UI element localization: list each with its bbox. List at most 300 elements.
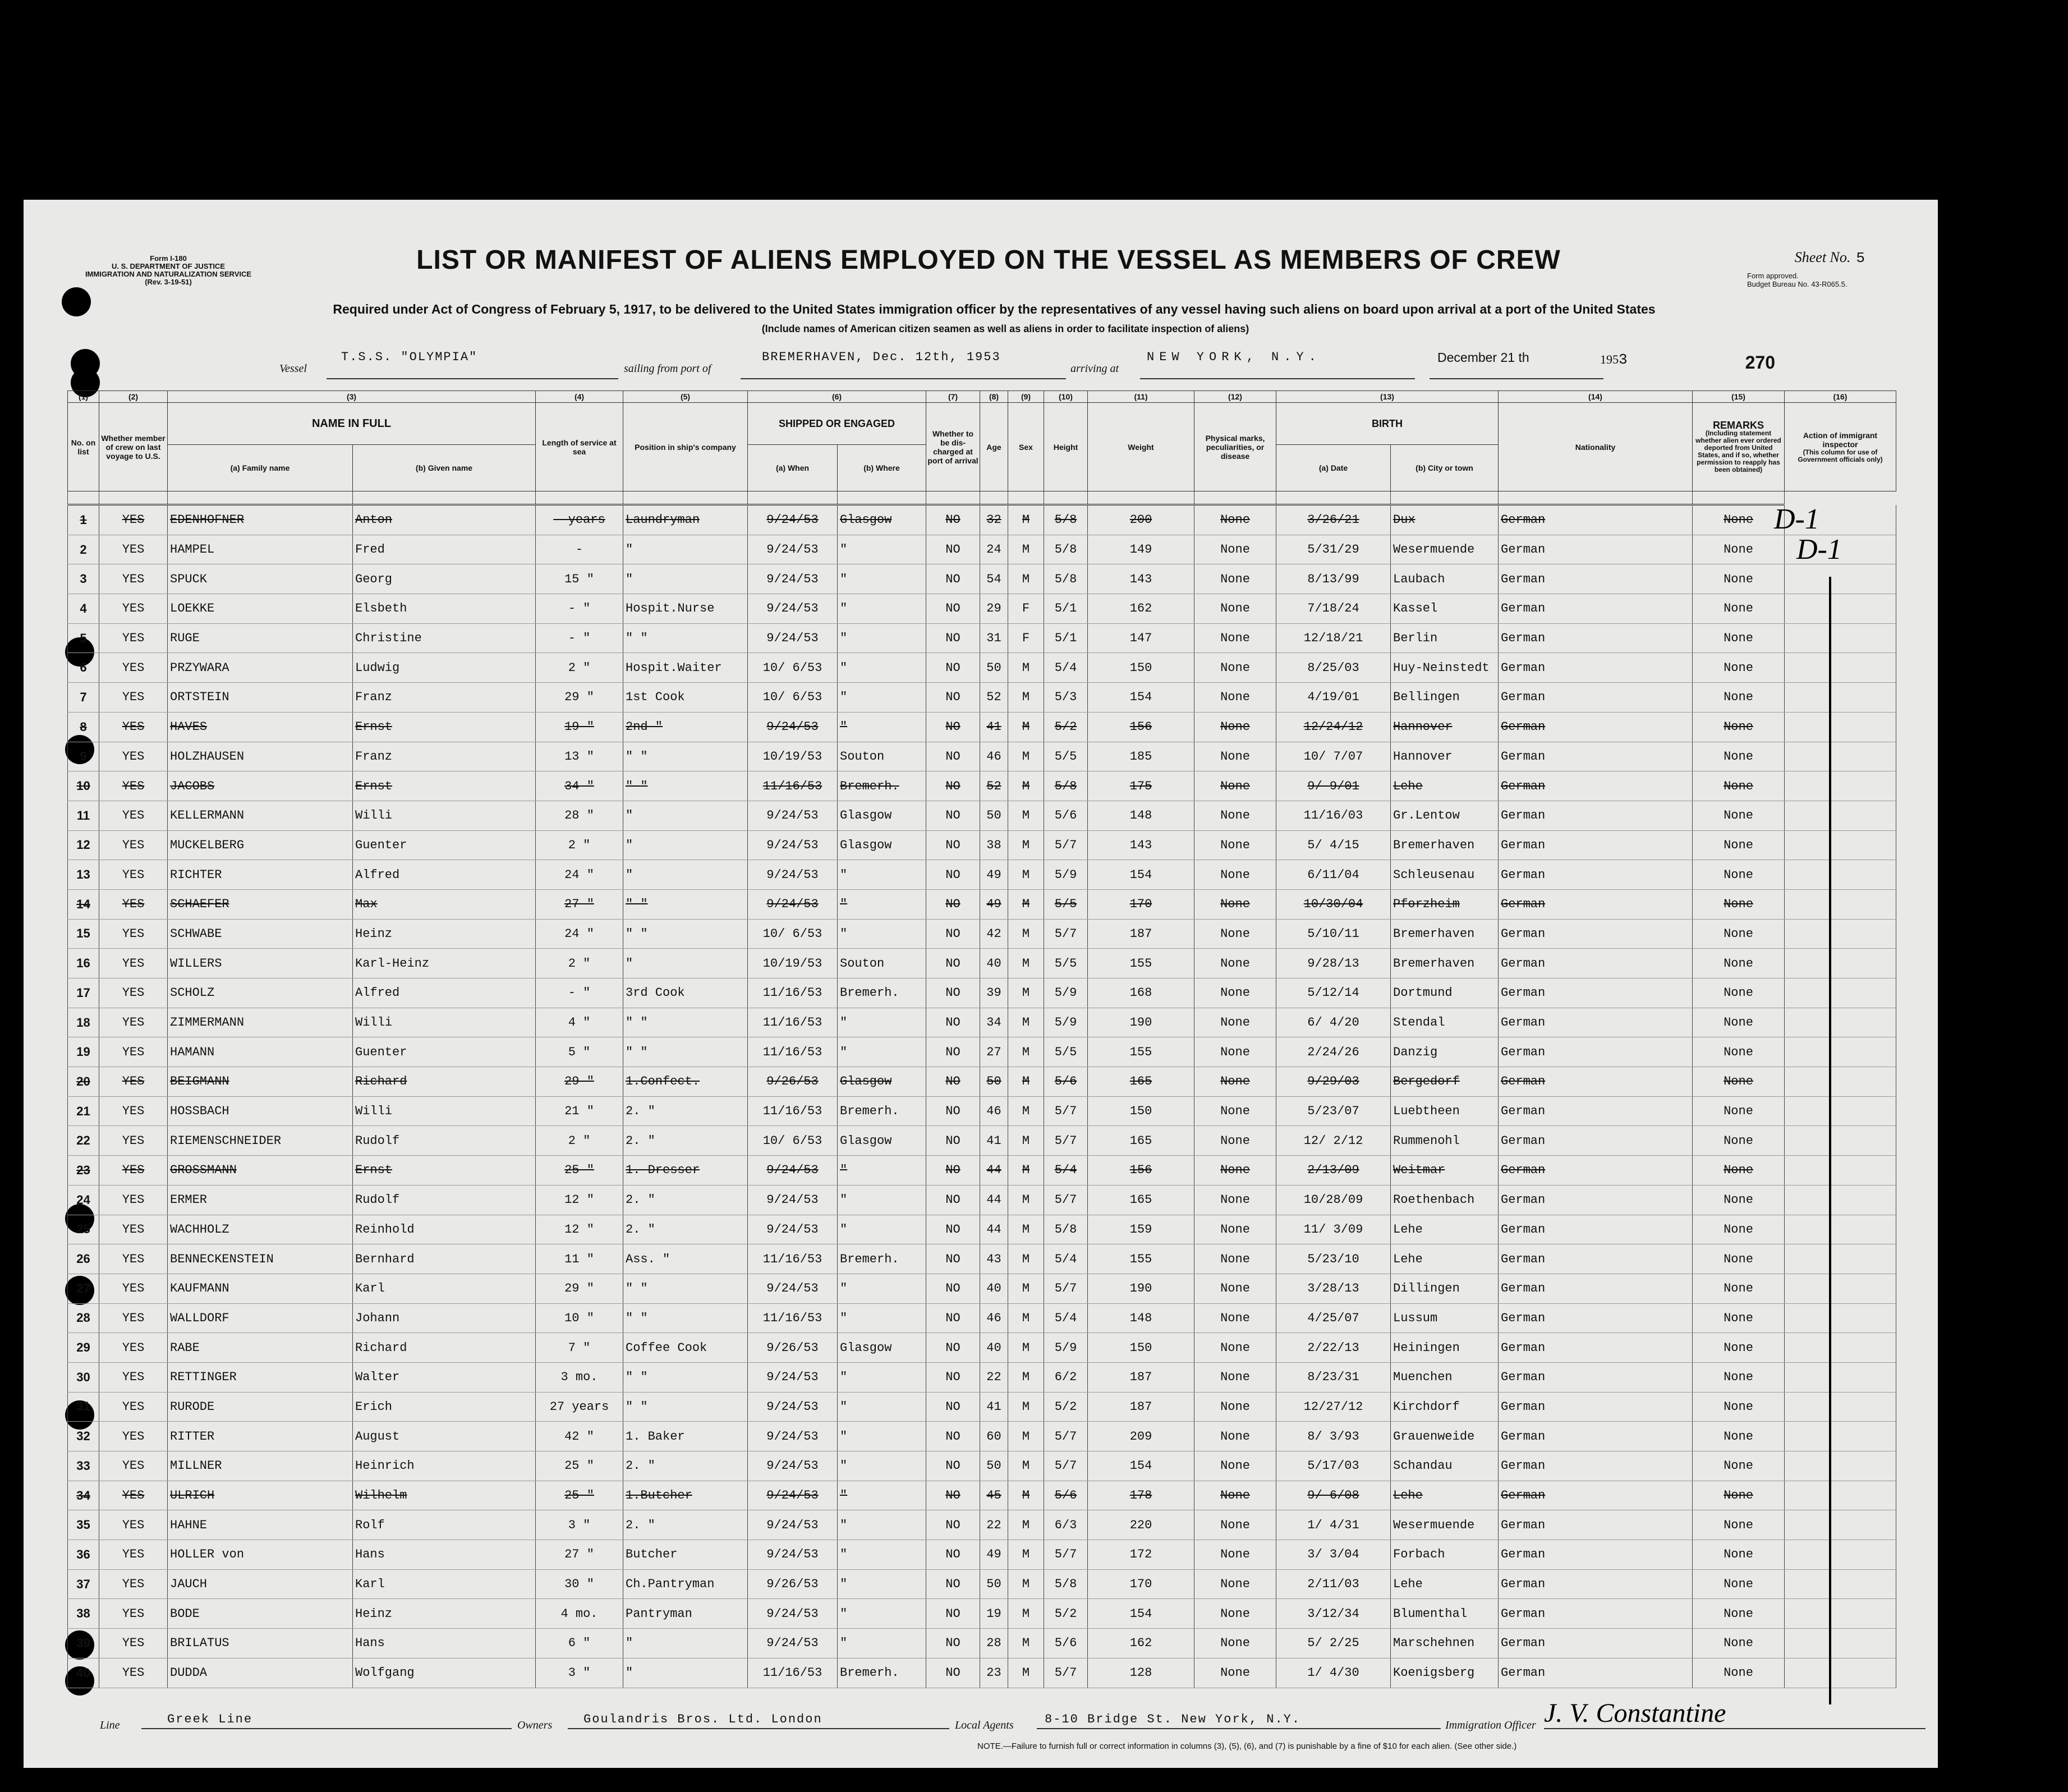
underline bbox=[741, 378, 1066, 379]
inspector-title: Action of immigrant inspector bbox=[1803, 430, 1878, 449]
shipped-when: 10/ 6/53 bbox=[748, 653, 838, 683]
family-name: MUCKELBERG bbox=[168, 830, 353, 860]
birth-date: 5/23/07 bbox=[1276, 1096, 1391, 1126]
row-number: 29 bbox=[68, 1333, 99, 1363]
length-of-service: 29 " bbox=[536, 1067, 623, 1097]
shipped-when: 11/16/53 bbox=[748, 1037, 838, 1067]
shipped-when: 10/19/53 bbox=[748, 742, 838, 771]
age: 27 bbox=[980, 1037, 1008, 1067]
weight: 165 bbox=[1088, 1067, 1194, 1097]
crew-last-voyage: YES bbox=[99, 1599, 168, 1629]
discharged: NO bbox=[926, 1274, 980, 1303]
height: 5/8 bbox=[1044, 535, 1088, 564]
shipped-when: 11/16/53 bbox=[748, 1096, 838, 1126]
position: Ch.Pantryman bbox=[623, 1569, 748, 1599]
length-of-service: 15 " bbox=[536, 564, 623, 594]
given-name: Karl bbox=[353, 1569, 536, 1599]
given-name: Richard bbox=[353, 1333, 536, 1363]
length-of-service: 4 mo. bbox=[536, 1599, 623, 1629]
weight: 156 bbox=[1088, 1156, 1194, 1186]
position: " " bbox=[623, 1008, 748, 1037]
weight: 185 bbox=[1088, 742, 1194, 771]
age: 50 bbox=[980, 801, 1008, 830]
length-of-service: 13 " bbox=[536, 742, 623, 771]
shipped-where: Bremerh. bbox=[838, 771, 926, 801]
col-num: (6) bbox=[748, 391, 926, 403]
weight: 162 bbox=[1088, 1629, 1194, 1658]
shipped-where: Bremerh. bbox=[838, 1658, 926, 1688]
remarks: None bbox=[1693, 1629, 1785, 1658]
birth-date: 12/18/21 bbox=[1276, 623, 1391, 653]
height: 5/9 bbox=[1044, 860, 1088, 890]
row-number: 21 bbox=[68, 1096, 99, 1126]
remarks: None bbox=[1693, 594, 1785, 624]
length-of-service: 2 " bbox=[536, 1126, 623, 1156]
shipped-when: 9/24/53 bbox=[748, 1451, 838, 1481]
weight: 148 bbox=[1088, 801, 1194, 830]
length-of-service: 3 " bbox=[536, 1510, 623, 1540]
family-name: SCHOLZ bbox=[168, 978, 353, 1008]
sailing-label: sailing from port of bbox=[624, 362, 711, 375]
family-name: RURODE bbox=[168, 1392, 353, 1422]
height: 5/8 bbox=[1044, 505, 1088, 535]
given-name: Reinhold bbox=[353, 1215, 536, 1244]
discharged: NO bbox=[926, 653, 980, 683]
vessel-name: T.S.S. "OLYMPIA" bbox=[341, 350, 478, 364]
inspector-action bbox=[1785, 1540, 1896, 1570]
height: 5/7 bbox=[1044, 1274, 1088, 1303]
height: 5/7 bbox=[1044, 1096, 1088, 1126]
family-name: BEIGMANN bbox=[168, 1067, 353, 1097]
inspector-action bbox=[1785, 1451, 1896, 1481]
remarks: None bbox=[1693, 771, 1785, 801]
document-subtitle: Required under Act of Congress of February 5, 1917, to be delivered to the United States immigration officer by the representatives of any vessel having such aliens on board upon arrival at a port of the United States bbox=[333, 302, 1656, 316]
nationality: German bbox=[1499, 1303, 1693, 1333]
shipped-where: " bbox=[838, 623, 926, 653]
discharged: NO bbox=[926, 830, 980, 860]
weight: 172 bbox=[1088, 1540, 1194, 1570]
position: " " bbox=[623, 623, 748, 653]
birth-city: Wesermuende bbox=[1391, 535, 1499, 564]
table-row bbox=[68, 1362, 1896, 1392]
inspector-action bbox=[1785, 830, 1896, 860]
height: 5/7 bbox=[1044, 1422, 1088, 1451]
weight: 155 bbox=[1088, 1244, 1194, 1274]
physical-marks: None bbox=[1194, 1096, 1276, 1126]
birth-city: Heiningen bbox=[1391, 1333, 1499, 1363]
length-of-service: 12 " bbox=[536, 1215, 623, 1244]
discharged: NO bbox=[926, 564, 980, 594]
remarks: None bbox=[1693, 1392, 1785, 1422]
crew-last-voyage: YES bbox=[99, 1067, 168, 1097]
height: 5/4 bbox=[1044, 653, 1088, 683]
length-of-service: 2 " bbox=[536, 653, 623, 683]
given-name: Johann bbox=[353, 1303, 536, 1333]
inspector-action bbox=[1785, 771, 1896, 801]
family-name: RITTER bbox=[168, 1422, 353, 1451]
height: 5/8 bbox=[1044, 1569, 1088, 1599]
row-number: 32 bbox=[68, 1422, 99, 1451]
remarks: None bbox=[1693, 1096, 1785, 1126]
birth-date: 1/ 4/31 bbox=[1276, 1510, 1391, 1540]
family-name: DUDDA bbox=[168, 1658, 353, 1688]
physical-marks: None bbox=[1194, 535, 1276, 564]
height: 5/7 bbox=[1044, 830, 1088, 860]
given-name: Karl-Heinz bbox=[353, 949, 536, 978]
inspector-action bbox=[1785, 1126, 1896, 1156]
remarks: None bbox=[1693, 1333, 1785, 1363]
sex: M bbox=[1008, 1037, 1044, 1067]
physical-marks: None bbox=[1194, 653, 1276, 683]
remarks: None bbox=[1693, 1599, 1785, 1629]
family-name: ERMER bbox=[168, 1185, 353, 1215]
inspector-action bbox=[1785, 1156, 1896, 1186]
birth-date: 9/29/03 bbox=[1276, 1067, 1391, 1097]
row-number: 3 bbox=[68, 564, 99, 594]
discharged: NO bbox=[926, 1481, 980, 1510]
position: 2. " bbox=[623, 1126, 748, 1156]
height: 5/8 bbox=[1044, 564, 1088, 594]
height: 5/7 bbox=[1044, 1126, 1088, 1156]
remarks: None bbox=[1693, 1067, 1785, 1097]
inspector-action bbox=[1785, 653, 1896, 683]
inspector-action bbox=[1785, 949, 1896, 978]
discharged: NO bbox=[926, 919, 980, 949]
crew-last-voyage: YES bbox=[99, 623, 168, 653]
nationality: German bbox=[1499, 1451, 1693, 1481]
sex: M bbox=[1008, 653, 1044, 683]
birth-city: Lehe bbox=[1391, 1244, 1499, 1274]
sex: M bbox=[1008, 1156, 1044, 1186]
remarks: None bbox=[1693, 623, 1785, 653]
age: 54 bbox=[980, 564, 1008, 594]
family-name: KAUFMANN bbox=[168, 1274, 353, 1303]
family-name: RETTINGER bbox=[168, 1362, 353, 1392]
birth-city: Laubach bbox=[1391, 564, 1499, 594]
table-row bbox=[68, 1067, 1896, 1097]
birth-date: 2/24/26 bbox=[1276, 1037, 1391, 1067]
given-name: Alfred bbox=[353, 978, 536, 1008]
shipped-where: " bbox=[838, 1569, 926, 1599]
length-of-service: 27 years bbox=[536, 1392, 623, 1422]
row-number: 10 bbox=[68, 771, 99, 801]
table-row bbox=[68, 860, 1896, 890]
nationality: German bbox=[1499, 653, 1693, 683]
row-number: 25 bbox=[68, 1215, 99, 1244]
sex: M bbox=[1008, 505, 1044, 535]
position: " " bbox=[623, 1303, 748, 1333]
sex: M bbox=[1008, 535, 1044, 564]
birth-city: Lussum bbox=[1391, 1303, 1499, 1333]
age: 45 bbox=[980, 1481, 1008, 1510]
remarks: None bbox=[1693, 830, 1785, 860]
age: 40 bbox=[980, 1274, 1008, 1303]
sex: F bbox=[1008, 594, 1044, 624]
header-no-on-list: No. on list bbox=[68, 403, 99, 491]
table-row bbox=[68, 1658, 1896, 1688]
nationality: German bbox=[1499, 594, 1693, 624]
height: 6/3 bbox=[1044, 1510, 1088, 1540]
manifest-sheet bbox=[24, 200, 1938, 1768]
discharged: NO bbox=[926, 1333, 980, 1363]
row-number: 35 bbox=[68, 1510, 99, 1540]
family-name: KELLERMANN bbox=[168, 801, 353, 830]
length-of-service: 4 " bbox=[536, 1008, 623, 1037]
age: 22 bbox=[980, 1510, 1008, 1540]
remarks: None bbox=[1693, 1303, 1785, 1333]
table-row bbox=[68, 1629, 1896, 1658]
age: 46 bbox=[980, 1096, 1008, 1126]
header-length-of-service: Length of service at sea bbox=[536, 403, 623, 491]
inspector-action bbox=[1785, 1510, 1896, 1540]
line-label: Line bbox=[100, 1719, 120, 1731]
length-of-service: 25 " bbox=[536, 1156, 623, 1186]
length-of-service: 6 " bbox=[536, 1629, 623, 1658]
header-when: (a) When bbox=[748, 445, 838, 491]
given-name: Ernst bbox=[353, 771, 536, 801]
remarks: None bbox=[1693, 889, 1785, 919]
crew-last-voyage: YES bbox=[99, 1451, 168, 1481]
shipped-where: " bbox=[838, 1362, 926, 1392]
weight: 150 bbox=[1088, 1096, 1194, 1126]
inspector-action bbox=[1785, 1185, 1896, 1215]
shipped-when: 9/26/53 bbox=[748, 1569, 838, 1599]
nationality: German bbox=[1499, 683, 1693, 713]
discharged: NO bbox=[926, 889, 980, 919]
position: Butcher bbox=[623, 1540, 748, 1570]
shipped-when: 11/16/53 bbox=[748, 1658, 838, 1688]
manifest-footer bbox=[74, 1698, 1925, 1743]
physical-marks: None bbox=[1194, 1451, 1276, 1481]
row-number: 20 bbox=[68, 1067, 99, 1097]
crew-manifest-table bbox=[67, 390, 1896, 1688]
table-row bbox=[68, 1185, 1896, 1215]
weight: 168 bbox=[1088, 978, 1194, 1008]
inspector-mark: D-1 bbox=[1796, 534, 1842, 566]
col-num: (3) bbox=[168, 391, 536, 403]
row-number: 24 bbox=[68, 1185, 99, 1215]
crew-last-voyage: YES bbox=[99, 1629, 168, 1658]
age: 50 bbox=[980, 653, 1008, 683]
table-row bbox=[68, 564, 1896, 594]
shipped-where: " bbox=[838, 594, 926, 624]
nationality: German bbox=[1499, 712, 1693, 742]
col-num: (8) bbox=[980, 391, 1008, 403]
birth-date: 6/ 4/20 bbox=[1276, 1008, 1391, 1037]
shipped-when: 9/24/53 bbox=[748, 1540, 838, 1570]
sex: M bbox=[1008, 889, 1044, 919]
row-number: 23 bbox=[68, 1156, 99, 1186]
discharged: NO bbox=[926, 1215, 980, 1244]
height: 5/6 bbox=[1044, 1067, 1088, 1097]
table-row bbox=[68, 623, 1896, 653]
family-name: SCHAEFER bbox=[168, 889, 353, 919]
header-inspector-action bbox=[1785, 403, 1896, 491]
weight: 155 bbox=[1088, 1037, 1194, 1067]
inspector-action bbox=[1785, 564, 1896, 594]
position: " bbox=[623, 949, 748, 978]
position: " bbox=[623, 1658, 748, 1688]
age: 50 bbox=[980, 1451, 1008, 1481]
col-num: (14) bbox=[1499, 391, 1693, 403]
sex: M bbox=[1008, 771, 1044, 801]
length-of-service: 19 " bbox=[536, 712, 623, 742]
age: 38 bbox=[980, 830, 1008, 860]
weight: 187 bbox=[1088, 919, 1194, 949]
table-row bbox=[68, 653, 1896, 683]
family-name: HAVES bbox=[168, 712, 353, 742]
shipped-where: Glasgow bbox=[838, 1333, 926, 1363]
weight: 156 bbox=[1088, 712, 1194, 742]
inspector-action bbox=[1785, 683, 1896, 713]
table-row bbox=[68, 978, 1896, 1008]
age: 24 bbox=[980, 535, 1008, 564]
remarks: None bbox=[1693, 1422, 1785, 1451]
table-row bbox=[68, 535, 1896, 564]
nationality: German bbox=[1499, 949, 1693, 978]
family-name: RIEMENSCHNEIDER bbox=[168, 1126, 353, 1156]
shipped-where: " bbox=[838, 535, 926, 564]
inspector-action bbox=[1785, 1333, 1896, 1363]
physical-marks: None bbox=[1194, 801, 1276, 830]
sex: M bbox=[1008, 919, 1044, 949]
physical-marks: None bbox=[1194, 919, 1276, 949]
sex: M bbox=[1008, 1008, 1044, 1037]
position: 1. Dresser bbox=[623, 1156, 748, 1186]
table-row bbox=[68, 949, 1896, 978]
length-of-service: 2 " bbox=[536, 949, 623, 978]
length-of-service: - bbox=[536, 535, 623, 564]
shipped-where: Bremerh. bbox=[838, 978, 926, 1008]
birth-city: Forbach bbox=[1391, 1540, 1499, 1570]
position: 1st Cook bbox=[623, 683, 748, 713]
age: 44 bbox=[980, 1215, 1008, 1244]
given-name: Christine bbox=[353, 623, 536, 653]
discharged: NO bbox=[926, 1008, 980, 1037]
shipped-where: " bbox=[838, 564, 926, 594]
remarks: None bbox=[1693, 919, 1785, 949]
agents-value: 8-10 Bridge St. New York, N.Y. bbox=[1045, 1712, 1301, 1726]
header-remarks bbox=[1693, 403, 1785, 491]
nationality: German bbox=[1499, 1569, 1693, 1599]
shipped-when: 10/ 6/53 bbox=[748, 683, 838, 713]
discharged: NO bbox=[926, 860, 980, 890]
nationality: German bbox=[1499, 1185, 1693, 1215]
physical-marks: None bbox=[1194, 1629, 1276, 1658]
family-name: BODE bbox=[168, 1599, 353, 1629]
age: 29 bbox=[980, 594, 1008, 624]
length-of-service: 11 " bbox=[536, 1244, 623, 1274]
birth-city: Marschehnen bbox=[1391, 1629, 1499, 1658]
given-name: Rudolf bbox=[353, 1185, 536, 1215]
birth-city: Huy-Neinstedt bbox=[1391, 653, 1499, 683]
remarks: None bbox=[1693, 949, 1785, 978]
family-name: JAUCH bbox=[168, 1569, 353, 1599]
physical-marks: None bbox=[1194, 1658, 1276, 1688]
age: 41 bbox=[980, 1392, 1008, 1422]
row-number: 31 bbox=[68, 1392, 99, 1422]
shipped-where: Souton bbox=[838, 742, 926, 771]
position: 2. " bbox=[623, 1451, 748, 1481]
height: 5/4 bbox=[1044, 1156, 1088, 1186]
shipped-where: " bbox=[838, 1422, 926, 1451]
budget-text: Budget Bureau No. 43-R065.5. bbox=[1747, 280, 1848, 288]
given-name: Hans bbox=[353, 1629, 536, 1658]
birth-city: Lehe bbox=[1391, 1481, 1499, 1510]
crew-last-voyage: YES bbox=[99, 1126, 168, 1156]
row-number: 2 bbox=[68, 535, 99, 564]
inspector-action bbox=[1785, 1303, 1896, 1333]
discharged: NO bbox=[926, 1599, 980, 1629]
table-row bbox=[68, 712, 1896, 742]
header-height: Height bbox=[1044, 403, 1088, 491]
sheet-label: Sheet No. bbox=[1794, 249, 1851, 265]
sex: M bbox=[1008, 1392, 1044, 1422]
given-name: Elsbeth bbox=[353, 594, 536, 624]
shipped-when: 9/26/53 bbox=[748, 1333, 838, 1363]
age: 40 bbox=[980, 1333, 1008, 1363]
inspector-action bbox=[1785, 1215, 1896, 1244]
crew-last-voyage: YES bbox=[99, 1096, 168, 1126]
length-of-service: - years bbox=[536, 505, 623, 535]
weight: 165 bbox=[1088, 1126, 1194, 1156]
position: 2nd " bbox=[623, 712, 748, 742]
table-row bbox=[68, 1451, 1896, 1481]
shipped-when: 11/16/53 bbox=[748, 1244, 838, 1274]
shipped-where: " bbox=[838, 1451, 926, 1481]
height: 5/1 bbox=[1044, 594, 1088, 624]
underline bbox=[1037, 1728, 1441, 1729]
shipped-when: 11/16/53 bbox=[748, 1008, 838, 1037]
birth-city: Gr.Lentow bbox=[1391, 801, 1499, 830]
underline bbox=[1140, 378, 1415, 379]
table-row bbox=[68, 1303, 1896, 1333]
remarks: None bbox=[1693, 860, 1785, 890]
nationality: German bbox=[1499, 830, 1693, 860]
position: Hospit.Waiter bbox=[623, 653, 748, 683]
family-name: EDENHOFNER bbox=[168, 505, 353, 535]
nationality: German bbox=[1499, 860, 1693, 890]
length-of-service: 29 " bbox=[536, 1274, 623, 1303]
birth-city: Pforzheim bbox=[1391, 889, 1499, 919]
sex: M bbox=[1008, 683, 1044, 713]
length-of-service: 34 " bbox=[536, 771, 623, 801]
crew-last-voyage: YES bbox=[99, 1185, 168, 1215]
given-name: Richard bbox=[353, 1067, 536, 1097]
family-name: HOSSBACH bbox=[168, 1096, 353, 1126]
height: 5/2 bbox=[1044, 1599, 1088, 1629]
header-physical-marks: Physical marks, peculiarities, or disease bbox=[1194, 403, 1276, 491]
revision: (Rev. 3-19-51) bbox=[145, 278, 192, 286]
birth-city: Bergedorf bbox=[1391, 1067, 1499, 1097]
length-of-service: 21 " bbox=[536, 1096, 623, 1126]
position: " bbox=[623, 830, 748, 860]
physical-marks: None bbox=[1194, 1569, 1276, 1599]
birth-date: 5/12/14 bbox=[1276, 978, 1391, 1008]
given-name: Erich bbox=[353, 1392, 536, 1422]
weight: 143 bbox=[1088, 564, 1194, 594]
family-name: ULRICH bbox=[168, 1481, 353, 1510]
col-num: (4) bbox=[536, 391, 623, 403]
given-name: Anton bbox=[353, 505, 536, 535]
col-num: (7) bbox=[926, 391, 980, 403]
sex: M bbox=[1008, 978, 1044, 1008]
family-name: ORTSTEIN bbox=[168, 683, 353, 713]
sex: M bbox=[1008, 1126, 1044, 1156]
crew-last-voyage: YES bbox=[99, 742, 168, 771]
remarks: None bbox=[1693, 1451, 1785, 1481]
length-of-service: - " bbox=[536, 594, 623, 624]
